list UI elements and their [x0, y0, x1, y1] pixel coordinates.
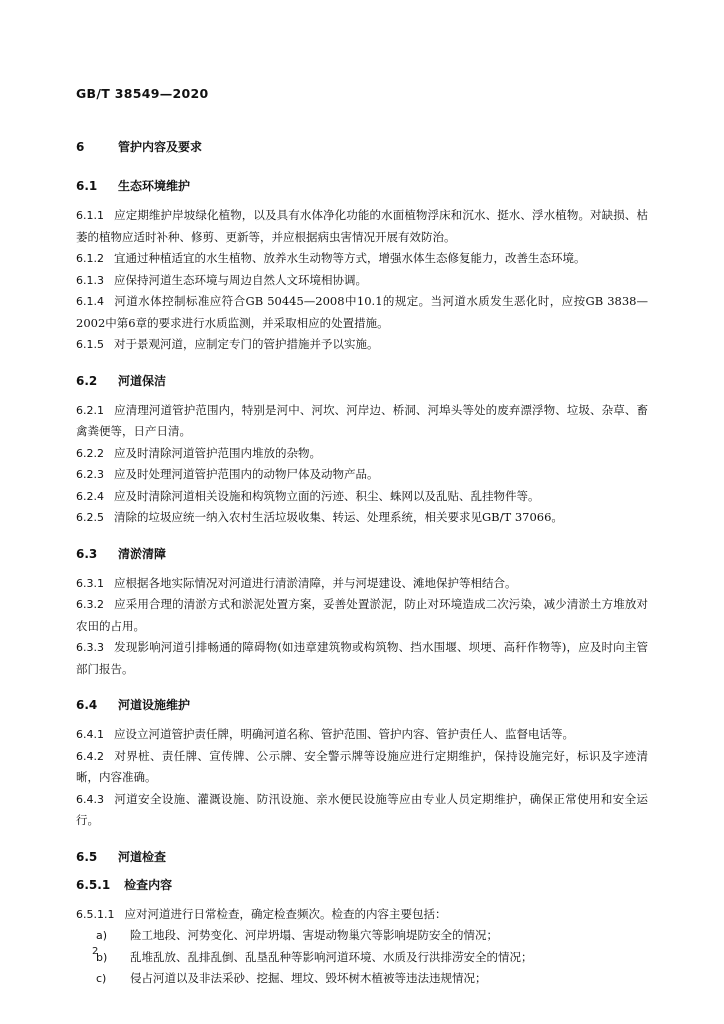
clause-6-4-1 — [76, 724, 648, 746]
clause-number: 6.1.4 — [76, 295, 104, 308]
page-number: 2 — [92, 946, 99, 957]
clause-number: 6.4.2 — [76, 749, 104, 763]
list-item — [96, 968, 648, 990]
clause-number: 6.3.1 — [76, 576, 104, 590]
clause-6-4-3 — [76, 789, 648, 832]
clause-text: 应及时清除河道相关设施和构筑物立面的污迹、积尘、蛛网以及乱贴、乱挂物件等。 — [114, 488, 540, 503]
clause-text: 应根据各地实际情况对河道进行清淤清障，并与河堤建设、滩地保护等相结合。 — [114, 575, 517, 590]
clause-text: 应采用合理的清淤方式和淤泥处置方案，妥善处置淤泥，防止对环境造成二次污染，减少清淤土方堆放对农田的占用。 — [76, 597, 648, 633]
section-title: 清淤清障 — [118, 546, 167, 561]
section-title: 管护内容及要求 — [118, 140, 203, 154]
clause-text: 发现影响河道引排畅通的障碍物(如违章建筑物或构筑物、挡水围堰、坝埂、高秆作物等)，应及时向主管部门报告。 — [76, 640, 648, 676]
clause-6-5-1-1 — [76, 904, 648, 926]
standard-number-header: GB/T 38549—2020 — [76, 86, 209, 101]
clause-text: 应清理河道管护范围内，特别是河中、河坎、河岸边、桥洞、河埠头等处的废弃漂浮物、垃圾、杂草、畜禽粪便等，日产日清。 — [76, 402, 648, 438]
list-text: 乱堆乱放、乱排乱倒、乱垦乱种等影响河道环境、水质及行洪排涝安全的情况； — [130, 949, 533, 964]
section-6-5-heading — [76, 848, 648, 865]
clause-text: 应对河道进行日常检查，确定检查频次。检查的内容主要包括： — [124, 906, 447, 921]
list-marker: c) — [96, 972, 107, 985]
clause-text: 河道水体控制标准应符合GB 50445—2008中10.1的规定。当河道水质发生恶化时，应按GB 3838—2002中第6章的要求进行水质监测，并采取相应的处置措施。 — [76, 294, 648, 330]
list-text: 侵占河道以及非法采砂、挖掘、埋坟、毁坏树木植被等违法违规情况； — [130, 971, 487, 985]
section-title: 河道保洁 — [118, 373, 167, 388]
list-marker: b) — [96, 950, 108, 964]
clause-text: 清除的垃圾应统一纳入农村生活垃圾收集、转运、处理系统，相关要求见GB/T 37066。 — [114, 510, 563, 524]
clause-number: 6.4.3 — [76, 792, 104, 806]
section-number: 6.2 — [76, 373, 98, 388]
list-marker: a) — [96, 929, 108, 942]
clause-6-4-2 — [76, 746, 648, 789]
clause-6-1-5 — [76, 334, 648, 356]
inspection-list — [96, 925, 648, 990]
clause-6-1-1 — [76, 205, 648, 248]
section-6-heading — [76, 138, 648, 155]
clause-number: 6.5.1.1 — [76, 907, 115, 921]
section-6-4-heading — [76, 696, 648, 713]
section-number: 6.1 — [76, 179, 98, 193]
clause-6-2-2 — [76, 443, 648, 465]
clause-6-3-2 — [76, 594, 648, 637]
clause-6-2-3 — [76, 464, 648, 486]
section-number: 6.5.1 — [76, 877, 111, 892]
clause-number: 6.1.3 — [76, 273, 104, 287]
clause-text: 应定期维护岸坡绿化植物，以及具有水体净化功能的水面植物浮床和沉水、挺水、浮水植物。对缺损、枯萎的植物应适时补种、修剪、更新等，并应根据病虫害情况开展有效防治。 — [76, 208, 648, 244]
section-title: 河道检查 — [118, 849, 167, 864]
list-item — [96, 925, 648, 947]
clause-number: 6.1.1 — [76, 209, 104, 222]
section-6-2-heading — [76, 372, 648, 389]
section-title: 检查内容 — [124, 877, 173, 892]
clause-number: 6.2.5 — [76, 511, 104, 524]
section-title: 河道设施维护 — [118, 698, 191, 712]
section-title: 生态环境维护 — [118, 179, 191, 193]
clause-text: 应及时处理河道管护范围内的动物尸体及动物产品。 — [114, 467, 379, 481]
clause-number: 6.1.5 — [76, 338, 104, 351]
clause-text: 应设立河道管护责任牌，明确河道名称、管护范围、管护内容、管护责任人、监督电话等。 — [114, 727, 574, 741]
clause-text: 对于景观河道，应制定专门的管护措施并予以实施。 — [114, 337, 379, 351]
section-number: 6 — [76, 140, 85, 154]
section-6-1-heading — [76, 177, 648, 194]
section-number: 6.5 — [76, 849, 98, 864]
clause-6-1-2 — [76, 248, 648, 270]
clause-number: 6.2.3 — [76, 468, 104, 481]
clause-6-2-4 — [76, 486, 648, 508]
section-number: 6.3 — [76, 546, 98, 561]
clause-number: 6.2.4 — [76, 489, 104, 503]
section-6-3-heading — [76, 545, 648, 562]
document-body — [76, 138, 648, 990]
clause-6-2-5 — [76, 507, 648, 529]
clause-number: 6.1.2 — [76, 252, 104, 265]
clause-text: 应及时清除河道管护范围内堆放的杂物。 — [114, 445, 321, 460]
section-number: 6.4 — [76, 698, 98, 712]
clause-text: 河道安全设施、灌溉设施、防汛设施、亲水便民设施等应由专业人员定期维护，确保正常使用和安全运行。 — [76, 791, 648, 827]
clause-6-1-4 — [76, 291, 648, 334]
clause-number: 6.3.2 — [76, 598, 104, 611]
clause-text: 对界桩、责任牌、宣传牌、公示牌、安全警示牌等设施应进行定期维护，保持设施完好，标识及字迹清晰，内容准确。 — [76, 748, 648, 784]
clause-6-3-3 — [76, 637, 648, 680]
clause-number: 6.4.1 — [76, 728, 104, 741]
clause-6-1-3 — [76, 270, 648, 292]
clause-6-2-1 — [76, 400, 648, 443]
clause-text: 宜通过种植适宜的水生植物、放养水生动物等方式，增强水体生态修复能力，改善生态环境。 — [114, 251, 586, 265]
section-6-5-1-heading — [76, 876, 648, 893]
list-text: 险工地段、河势变化、河岸坍塌、害堤动物巢穴等影响堤防安全的情况； — [130, 928, 498, 942]
clause-number: 6.2.1 — [76, 403, 104, 417]
clause-6-3-1 — [76, 573, 648, 595]
clause-text: 应保持河道生态环境与周边自然人文环境相协调。 — [114, 272, 367, 287]
clause-number: 6.3.3 — [76, 641, 104, 654]
list-item — [96, 947, 648, 969]
clause-number: 6.2.2 — [76, 446, 104, 460]
